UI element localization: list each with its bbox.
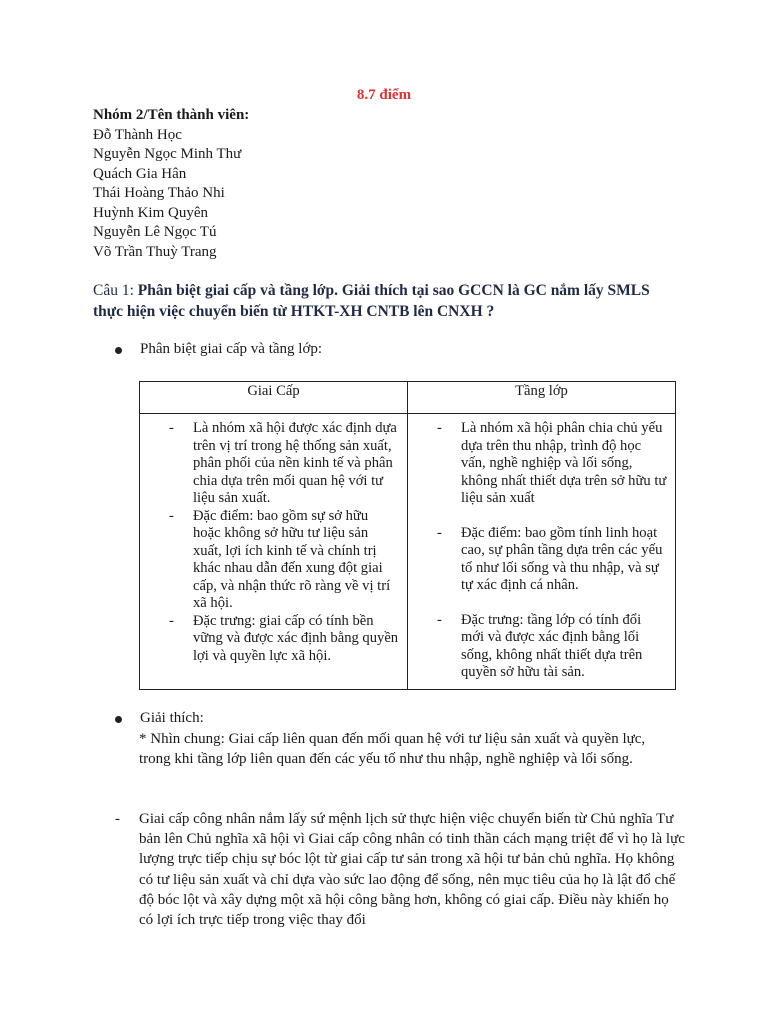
score-label: 8.7 điểm: [356, 87, 412, 103]
bullet-icon: [115, 716, 122, 723]
table-list-item: - Đặc điểm: bao gồm tính linh hoạt cao, sự phân tầng dựa trên các yếu tố như lối sống và thu nhập, và sự tự xác định cá nhân.: [408, 525, 667, 595]
table-list-item: - Đặc điểm: bao gồm sự sở hữu hoặc không sở hữu tư liệu sản xuất, lợi ích kinh tế và chính trị khác nhau dẫn đến xung đột giai cấp, và nhận thức rõ ràng về vị trí xã hội.: [140, 508, 399, 613]
group-heading: Nhóm 2/Tên thành viên:: [93, 107, 250, 123]
member-name: Nguyễn Ngọc Minh Thư: [93, 146, 242, 162]
table-list-item: - Là nhóm xã hội phân chia chủ yếu dựa trên thu nhập, trình độ học vấn, nghề nghiệp và lối sống, không nhất thiết dựa trên sở hữu tư liệu sản xuất: [408, 420, 667, 508]
table-list-item: - Đặc trưng: giai cấp có tính bền vững và được xác định bằng quyền lợi và quyền lực xã hội.: [140, 613, 399, 666]
member-list: [93, 106, 249, 262]
question-heading: [93, 280, 683, 322]
table-header-stratum: Tầng lớp: [407, 382, 675, 414]
paragraph-text: Giai cấp công nhân nắm lấy sứ mệnh lịch sử thực hiện việc chuyển biến từ Chủ nghĩa Tư bản lên Chủ nghĩa xã hội vì Giai cấp công nhân có tinh thần cách mạng triệt để vì họ là lực lượng trực tiếp chịu sự bóc lột từ giai cấp tư sản trong xã hội tư bản chủ nghĩa. Họ không có tư liệu sản xuất và chỉ dựa vào sức lao động để sống, nên mục tiêu của họ là lật đổ chế độ bóc lột và xây dựng một xã hội công bằng hơn, không có giai cấp. Điều này khiến họ có lợi ích trực tiếp trong việc thay đổi: [139, 811, 685, 929]
member-name: Quách Gia Hân: [93, 165, 187, 182]
comparison-table: [139, 381, 676, 690]
bullet-text: Giải thích:: [140, 710, 204, 726]
table-list-item: - Là nhóm xã hội được xác định dựa trên vị trí trong hệ thống sản xuất, phân phối của nền kinh tế và phân chia dựa trên mối quan hệ với tư liệu sản xuất.: [140, 420, 399, 508]
member-name: Huỳnh Kim Quyên: [93, 204, 208, 221]
explanation-paragraph: [115, 809, 685, 930]
dash-marker: -: [115, 811, 120, 827]
question-prefix: Câu 1:: [93, 282, 134, 299]
table-cell-stratum: [407, 414, 675, 690]
bullet-icon: [115, 347, 122, 354]
member-name: Thái Hoàng Thảo Nhi: [93, 185, 225, 201]
member-name: Võ Trần Thuỳ Trang: [93, 243, 217, 260]
question-text: Phân biệt giai cấp và tầng lớp. Giải thích tại sao GCCN là GC nắm lấy SMLS thực hiện việc chuyển biến từ HTKT-XH CNTB lên CNXH ?: [93, 282, 650, 320]
bullet-text: Phân biệt giai cấp và tầng lớp:: [140, 341, 323, 357]
member-name: Đỗ Thành Học: [93, 126, 182, 143]
explanation-text: * Nhìn chung: Giai cấp liên quan đến mối quan hệ với tư liệu sản xuất và quyền lực, trong khi tầng lớp liên quan đến các yếu tố như thu nhập, nghề nghiệp và lối sống.: [139, 731, 646, 767]
table-header-class: Giai Cấp: [140, 382, 408, 414]
table-list-item: - Đặc trưng: tầng lớp có tính đổi mới và được xác định bằng lối sống, không nhất thiết dựa trên quyền sở hữu tài sản.: [408, 612, 667, 682]
member-name: Nguyễn Lê Ngọc Tú: [93, 224, 217, 240]
table-cell-class: [140, 414, 408, 690]
